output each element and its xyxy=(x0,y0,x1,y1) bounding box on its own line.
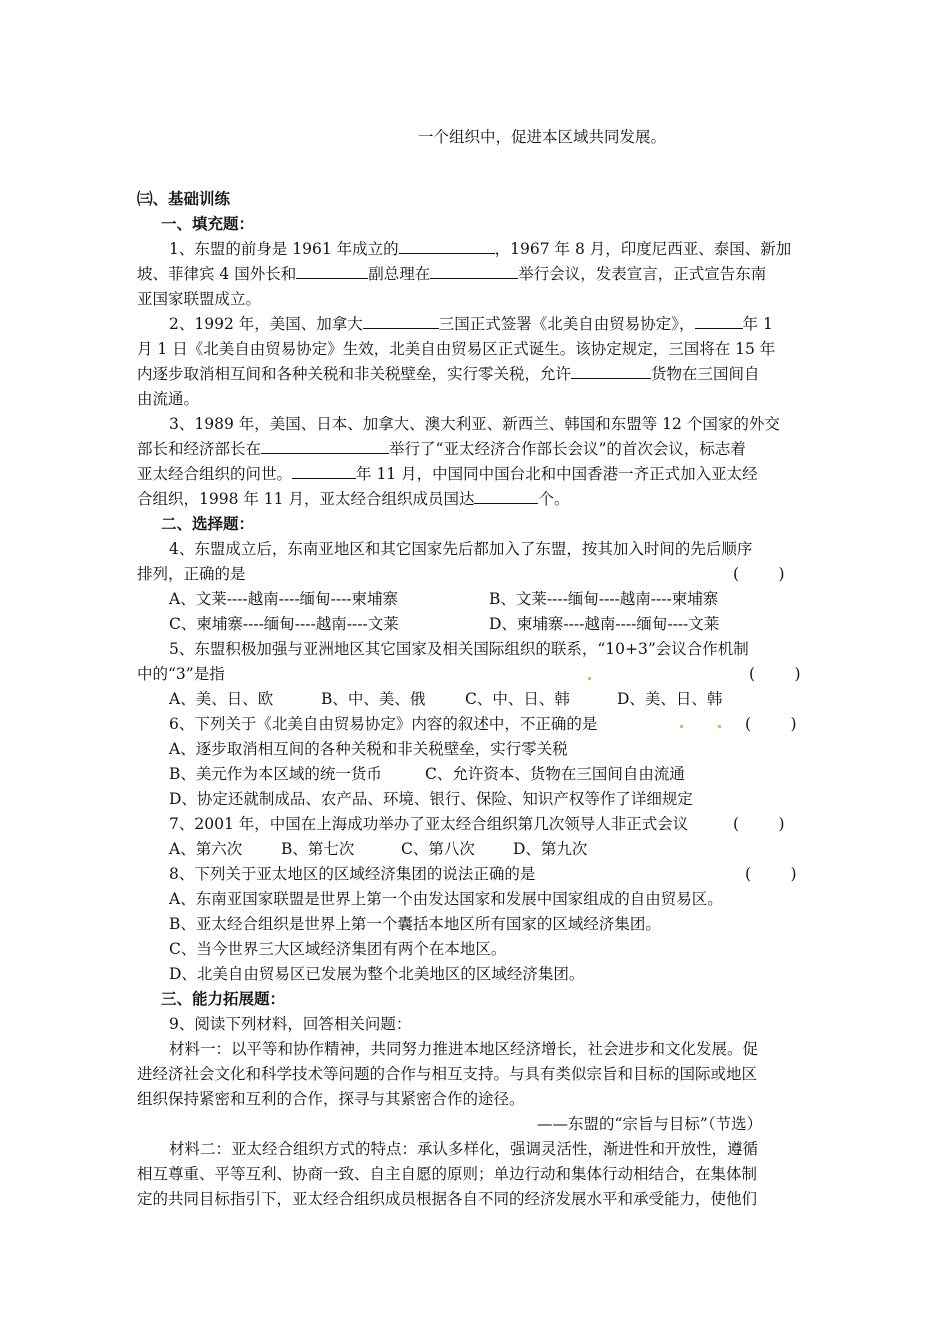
q5-answer-paren[interactable]: ( ) xyxy=(749,665,801,683)
q5-option-b[interactable]: B、中、美、俄 xyxy=(321,690,426,708)
q7-option-c[interactable]: C、第八次 xyxy=(401,840,475,858)
scan-artifact-dot xyxy=(718,725,721,728)
q2-line-1: 2、1992 年，美国、加拿大 三国正式签署《北美自由贸易协定》， 年 1 xyxy=(169,315,773,333)
answer-blank[interactable] xyxy=(363,314,439,329)
q9-material-1-line-1: 材料一：以平等和协作精神，共同努力推进本地区经济增长，社会进步和文化发展。促 xyxy=(169,1040,759,1058)
q4-stem-1: 4、东盟成立后，东南亚地区和其它国家先后都加入了东盟，按其加入时间的先后顺序 xyxy=(169,540,753,558)
q4-option-b[interactable]: B、文莱----缅甸----越南----柬埔寨 xyxy=(489,590,719,608)
q6-option-b[interactable]: B、美元作为本区域的统一货币 xyxy=(169,765,382,783)
q9-material-1-source: ——东盟的“宗旨与目标”（节选） xyxy=(537,1115,763,1133)
q3-line-2: 部长和经济部长在 举行了“亚太经济合作部长会议”的首次会议，标志着 xyxy=(137,440,746,458)
q8-option-c[interactable]: C、当今世界三大区域经济集团有两个在本地区。 xyxy=(169,940,507,958)
q4-option-c[interactable]: C、柬埔寨----缅甸----越南----文莱 xyxy=(169,615,399,633)
q7-stem: 7、2001 年，中国在上海成功举办了亚太经合组织第几次领导人非正式会议 xyxy=(169,815,689,833)
answer-blank[interactable] xyxy=(571,364,651,379)
q2-line-4: 由流通。 xyxy=(137,390,200,408)
q9-material-1-line-2: 进经济社会文化和科学技术等问题的合作与相互支持。与具有类似宗旨和目标的国际或地区 xyxy=(137,1065,758,1083)
q4-option-a[interactable]: A、文莱----越南----缅甸----柬埔寨 xyxy=(169,590,399,608)
q8-option-d[interactable]: D、北美自由贸易区已发展为整个北美地区的区域经济集团。 xyxy=(169,965,585,983)
answer-blank[interactable] xyxy=(292,464,356,479)
q6-option-a[interactable]: A、逐步取消相互间的各种关税和非关税壁垒，实行零关税 xyxy=(169,740,568,758)
answer-blank[interactable] xyxy=(399,239,495,254)
q2-line-3: 内逐步取消相互间和各种关税和非关税壁垒，实行零关税，允许 货物在三国间自 xyxy=(137,365,760,383)
scan-artifact-dot xyxy=(588,677,591,680)
answer-blank[interactable] xyxy=(695,314,743,329)
q6-stem: 6、下列关于《北美自由贸易协定》内容的叙述中，不正确的是 xyxy=(169,715,598,733)
part-heading-extension: 三、能力拓展题： xyxy=(161,990,286,1008)
q4-option-d[interactable]: D、柬埔寨----越南----缅甸----文莱 xyxy=(489,615,720,633)
section-heading-basic-training: ㈢、基础训练 xyxy=(137,190,231,208)
answer-blank[interactable] xyxy=(430,264,518,279)
q5-option-c[interactable]: C、中、日、韩 xyxy=(465,690,570,708)
q5-stem-1: 5、东盟积极加强与亚洲地区其它国家及相关国际组织的联系，“10+3”会议合作机制 xyxy=(169,640,749,658)
q7-option-b[interactable]: B、第七次 xyxy=(281,840,355,858)
q1-line-1: 1、东盟的前身是 1961 年成立的 ，1967 年 8 月，印度尼西亚、泰国、新加 xyxy=(169,240,792,258)
q9-stem: 9、阅读下列材料，回答相关问题： xyxy=(169,1015,412,1033)
q7-option-a[interactable]: A、第六次 xyxy=(169,840,243,858)
q5-option-d[interactable]: D、美、日、韩 xyxy=(617,690,723,708)
q9-material-2-line-3: 定的共同目标指引下，亚太经合组织成员根据各自不同的经济发展水平和承受能力，使他们 xyxy=(137,1190,758,1208)
q9-material-2-line-1: 材料二：亚太经合组织方式的特点：承认多样化，强调灵活性，渐进性和开放性，遵循 xyxy=(169,1140,759,1158)
q4-answer-paren[interactable]: ( ) xyxy=(733,565,785,583)
part-heading-fill-in: 一、填充题： xyxy=(161,215,255,233)
q1-line-3: 亚国家联盟成立。 xyxy=(137,290,262,308)
q8-stem: 8、下列关于亚太地区的区域经济集团的说法正确的是 xyxy=(169,865,536,883)
q7-answer-paren[interactable]: ( ) xyxy=(733,815,785,833)
q8-answer-paren[interactable]: ( ) xyxy=(745,865,797,883)
q9-material-1-line-3: 组织保持紧密和互利的合作，探寻与其紧密合作的途径。 xyxy=(137,1090,525,1108)
q7-option-d[interactable]: D、第九次 xyxy=(513,840,588,858)
q5-stem-2: 中的“3”是指 xyxy=(137,665,225,683)
q8-option-a[interactable]: A、东南亚国家联盟是世界上第一个由发达国家和发展中国家组成的自由贸易区。 xyxy=(169,890,723,908)
q1-line-2: 坡、菲律宾 4 国外长和 副总理在 举行会议，发表宣言，正式宣告东南 xyxy=(137,265,767,283)
q8-option-b[interactable]: B、亚太经合组织是世界上第一个囊括本地区所有国家的区域经济集团。 xyxy=(169,915,661,933)
q6-option-c[interactable]: C、允许资本、货物在三国间自由流通 xyxy=(425,765,685,783)
q3-line-4: 合组织，1998 年 11 月，亚太经合组织成员国达 个。 xyxy=(137,490,570,508)
answer-blank[interactable] xyxy=(474,489,538,504)
q2-line-2: 月 1 日《北美自由贸易协定》生效，北美自由贸易区正式诞生。该协定规定，三国将在 15 年 xyxy=(137,340,776,358)
q6-answer-paren[interactable]: ( ) xyxy=(745,715,797,733)
q3-line-1: 3、1989 年，美国、日本、加拿大、澳大利亚、新西兰、韩国和东盟等 12 个国家的外交 xyxy=(169,415,780,433)
q3-line-3: 亚太经合组织的问世。 年 11 月，中国同中国台北和中国香港一齐正式加入亚太经 xyxy=(137,465,758,483)
answer-blank[interactable] xyxy=(296,264,368,279)
q4-stem-2: 排列，正确的是 xyxy=(137,565,246,583)
intro-tail: 一个组织中，促进本区域共同发展。 xyxy=(418,128,667,146)
answer-blank[interactable] xyxy=(261,439,389,454)
q6-option-d[interactable]: D、协定还就制成品、农产品、环境、银行、保险、知识产权等作了详细规定 xyxy=(169,790,693,808)
part-heading-multiple-choice: 二、选择题： xyxy=(161,515,255,533)
q9-material-2-line-2: 相互尊重、平等互利、协商一致、自主自愿的原则；单边行动和集体行动相结合，在集体制 xyxy=(137,1165,758,1183)
scan-artifact-dot xyxy=(680,725,683,728)
q5-option-a[interactable]: A、美、日、欧 xyxy=(169,690,274,708)
